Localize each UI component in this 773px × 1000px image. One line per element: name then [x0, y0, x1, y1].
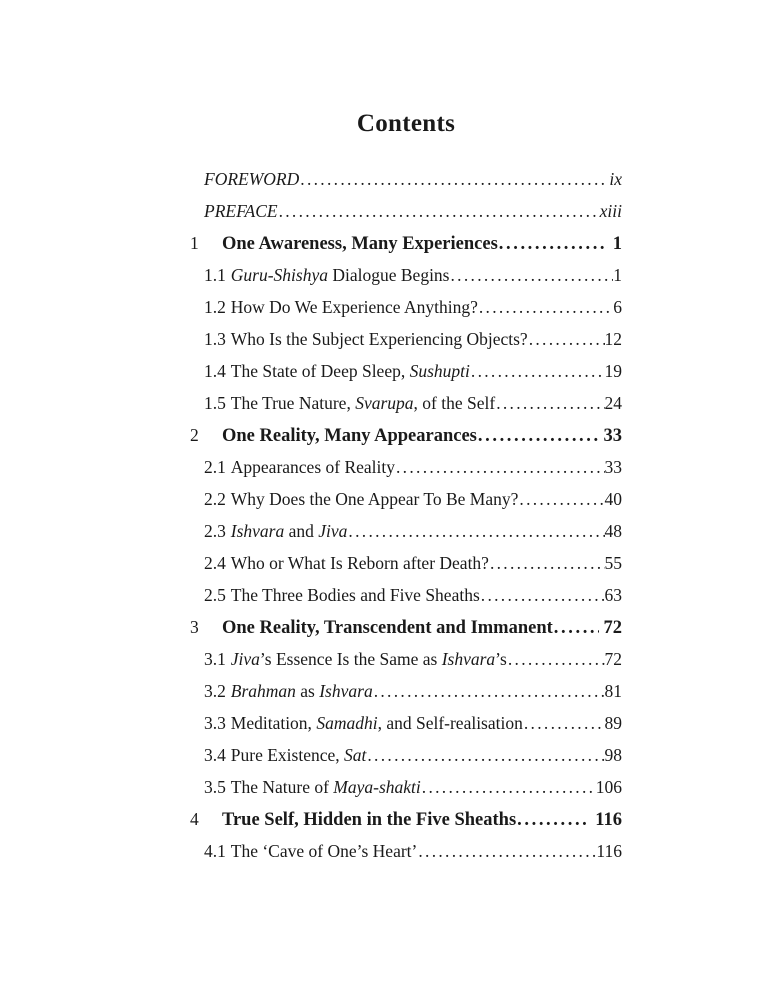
section-title: [204, 483, 518, 515]
section-entry: [190, 483, 622, 515]
leader-dots: [523, 707, 605, 739]
section-number: 1.3: [204, 329, 226, 349]
section-title-italic-part: Sat: [344, 745, 367, 765]
section-number: 3.3: [204, 713, 226, 733]
section-entry: [190, 835, 622, 867]
section-title: [204, 675, 373, 707]
section-title-part: Who Is the Subject Experiencing Objects?: [230, 329, 528, 349]
entry-page-number: 48: [604, 521, 622, 541]
chapter-title: True Self, Hidden in the Five Sheaths: [222, 810, 517, 830]
leader-dots: [421, 771, 596, 803]
leader-dots: [495, 387, 604, 419]
section-number: 3.4: [204, 745, 226, 765]
section-number: 3.1: [204, 649, 226, 669]
leader-dots: [470, 355, 605, 387]
section-number: 4.1: [204, 841, 226, 861]
leader-dots: [477, 420, 599, 452]
leader-dots: [347, 515, 604, 547]
section-number: 1.4: [204, 361, 226, 381]
section-number: 2.5: [204, 585, 226, 605]
entry-page-number: 116: [595, 810, 622, 830]
chapter-title: One Reality, Many Appearances: [222, 426, 477, 446]
section-title-part: Who or What Is Reborn after Death?: [230, 553, 489, 573]
entry-page-number: 33: [603, 426, 622, 446]
front-matter-entry: [190, 163, 622, 195]
section-title: [204, 451, 395, 483]
entry-page-number: 72: [603, 618, 622, 638]
section-number: 2.2: [204, 489, 226, 509]
section-title-part: Appearances of Reality: [230, 457, 395, 477]
chapter-number: 2: [190, 425, 199, 445]
section-title-italic-part: Samadhi: [316, 713, 378, 733]
section-title: [204, 771, 421, 803]
entry-page-number: 106: [595, 777, 622, 797]
chapter-entry: [190, 803, 622, 835]
entry-page-number: 40: [604, 489, 622, 509]
section-title: [204, 835, 417, 867]
section-title-part: The ‘Cave of One’s Heart’: [230, 841, 418, 861]
entry-page-number: 89: [604, 713, 622, 733]
entry-page-number: 24: [604, 393, 622, 413]
section-title-part: The State of Deep Sleep,: [230, 361, 410, 381]
leader-dots: [518, 483, 604, 515]
section-title: [204, 739, 366, 771]
section-title-part: Why Does the One Appear To Be Many?: [230, 489, 519, 509]
section-title-italic-part: Sushupti: [409, 361, 470, 381]
chapter-entry: [190, 419, 622, 451]
entry-page-number: 1: [613, 265, 622, 285]
entry-page-number: 19: [604, 361, 622, 381]
entry-page-number: 1: [612, 234, 622, 254]
section-entry: [190, 643, 622, 675]
section-title-part: The Nature of: [230, 777, 334, 797]
leader-dots: [478, 291, 613, 323]
section-number: 3.5: [204, 777, 226, 797]
table-of-contents: [190, 163, 622, 867]
section-title-italic-part: Maya-shakti: [333, 777, 421, 797]
section-title-part: ’s Essence Is the Same as: [259, 649, 442, 669]
section-title-part: Pure Existence,: [230, 745, 344, 765]
entry-page-number: 81: [604, 681, 622, 701]
section-title-part: as: [295, 681, 320, 701]
entry-page-number: 116: [596, 841, 622, 861]
section-title-italic-part: Ishvara: [230, 521, 285, 541]
section-title-italic-part: Guru-Shishya: [230, 265, 328, 285]
section-title-part: , of the Self: [413, 393, 496, 413]
leader-dots: [516, 804, 590, 836]
section-title-part: The Three Bodies and Five Sheaths: [230, 585, 480, 605]
section-title-part: and: [284, 521, 319, 541]
section-title-part: How Do We Experience Anything?: [230, 297, 478, 317]
entry-page-number: xiii: [599, 201, 622, 221]
section-number: 1.1: [204, 265, 226, 285]
leader-dots: [450, 259, 614, 291]
leader-dots: [366, 739, 604, 771]
entry-page-number: 12: [604, 329, 622, 349]
chapter-number: 3: [190, 617, 199, 637]
section-title: [204, 291, 478, 323]
section-title: [204, 707, 523, 739]
section-title-part: , and Self-realisation: [377, 713, 523, 733]
section-entry: [190, 259, 622, 291]
section-entry: [190, 323, 622, 355]
leader-dots: [498, 228, 608, 260]
section-entry: [190, 675, 622, 707]
section-title: [204, 643, 507, 675]
section-number: 2.3: [204, 521, 226, 541]
section-title: [204, 579, 480, 611]
section-title: [204, 515, 347, 547]
entry-page-number: 6: [613, 297, 622, 317]
leader-dots: [507, 643, 605, 675]
entry-page-number: 55: [604, 553, 622, 573]
section-number: 2.4: [204, 553, 226, 573]
entry-page-number: 98: [604, 745, 622, 765]
section-title-part: Meditation,: [230, 713, 317, 733]
section-title: [204, 259, 450, 291]
chapter-entry: [190, 227, 622, 259]
section-entry: [190, 355, 622, 387]
leader-dots: [528, 323, 605, 355]
section-title-italic-part: Ishvara: [319, 681, 373, 701]
entry-label: FOREWORD: [204, 169, 300, 189]
section-title-part: ’s: [495, 649, 507, 669]
leader-dots: [373, 675, 605, 707]
leader-dots: [278, 195, 598, 227]
section-title-italic-part: Jiva: [318, 521, 348, 541]
leader-dots: [299, 163, 607, 195]
section-title: [204, 355, 470, 387]
section-entry: [190, 739, 622, 771]
entry-page-number: ix: [609, 169, 622, 189]
leader-dots: [417, 835, 596, 867]
section-number: 1.2: [204, 297, 226, 317]
section-title-part: Dialogue Begins: [327, 265, 450, 285]
section-entry: [190, 707, 622, 739]
page-title: Contents: [356, 110, 456, 137]
entry-page-number: 33: [604, 457, 622, 477]
chapter-title: One Awareness, Many Experiences: [222, 234, 498, 254]
section-number: 1.5: [204, 393, 226, 413]
section-entry: [190, 579, 622, 611]
leader-dots: [489, 547, 605, 579]
section-entry: [190, 771, 622, 803]
section-entry: [190, 451, 622, 483]
section-title: [204, 387, 495, 419]
section-title-italic-part: Svarupa: [355, 393, 414, 413]
contents-block: [190, 0, 622, 867]
section-title: [204, 547, 489, 579]
entry-page-number: 72: [604, 649, 622, 669]
leader-dots: [395, 451, 605, 483]
section-number: 2.1: [204, 457, 226, 477]
chapter-title: One Reality, Transcendent and Immanent: [222, 618, 553, 638]
front-matter-entry: [190, 195, 622, 227]
section-entry: [190, 515, 622, 547]
entry-label: PREFACE: [204, 201, 278, 221]
section-title-italic-part: Jiva: [230, 649, 260, 669]
entry-page-number: 63: [604, 585, 622, 605]
chapter-number: 1: [190, 233, 199, 253]
section-entry: [190, 547, 622, 579]
chapter-number: 4: [190, 809, 199, 829]
section-number: 3.2: [204, 681, 226, 701]
section-title-italic-part: Ishvara: [441, 649, 496, 669]
section-entry: [190, 387, 622, 419]
chapter-entry: [190, 611, 622, 643]
section-title: [204, 323, 528, 355]
section-entry: [190, 291, 622, 323]
section-title-part: The True Nature,: [230, 393, 356, 413]
leader-dots: [553, 612, 599, 644]
section-title-italic-part: Brahman: [230, 681, 296, 701]
leader-dots: [480, 579, 605, 611]
